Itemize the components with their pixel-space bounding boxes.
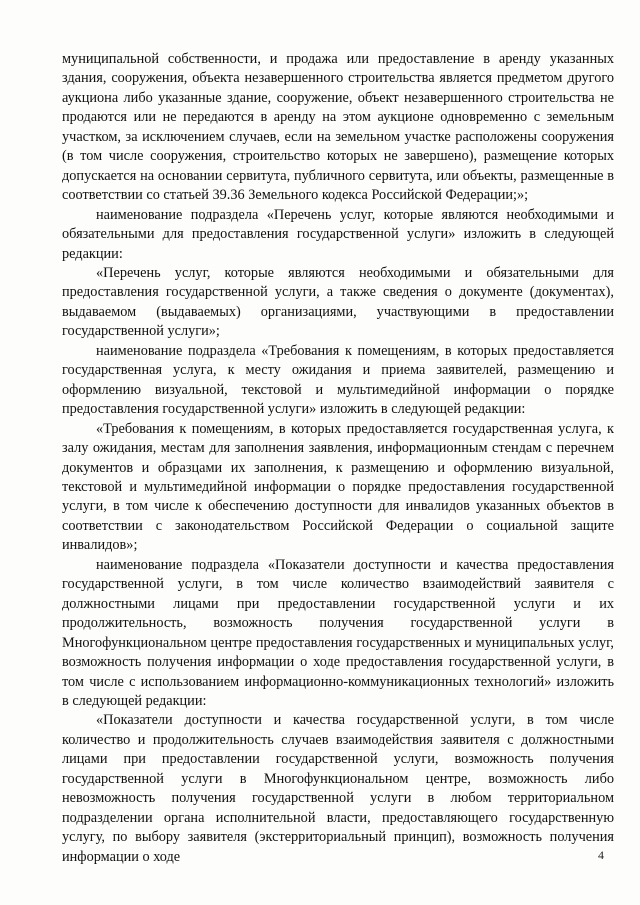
- paragraph-premises-heading: наименование подраздела «Требования к помещениям, в которых предоставляется государственная услуга, к месту ожидания и приема заявителей, размещению и оформлению визуальной, текстовой и мультимедийной информации о порядке предоставления государственной услуги» изложить в следующей редакции:: [62, 342, 614, 418]
- paragraph-premises-new: «Требования к помещениям, в которых предоставляется государственная услуга, к залу ожидания, местам для заполнения заявления, информационным стендам с перечнем документов и образцами их заполнения, к размещению и оформлению визуальной, текстовой и мультимедийной информации о порядке предоставления государственной услуги, в том числе к обеспечению доступности для инвалидов указанных объектов в соответствии с законодательством Российской Федерации о социальной защите инвалидов»;: [62, 420, 614, 554]
- paragraph-accessibility-new: «Показатели доступности и качества государственной услуги, в том числе количество и продолжительность случаев взаимодействия заявителя с должностными лицами при предоставлении государственной услуги, возможность получения государственной услуги в Многофункциональном центре, возможность либо невозможность получения государственной услуги в любом территориальном подразделении органа исполнительной власти, предоставляющего государственную услугу, по выбору заявителя (экстерриториальный принцип), возможность получения информации о ходе: [62, 712, 614, 865]
- paragraph-accessibility-heading: наименование подраздела «Показатели доступности и качества предоставления государственной услуги, в том числе количество взаимодействий заявителя с должностными лицами при предоставлении государственной услуги и их продолжительность, возможность получения государственной услуги в Многофункциональном центре предоставления государственных и муниципальных услуг, возможность получения информации о ходе предоставления государственной услуги, в том числе с использованием информационно-коммуникационных технологий» изложить в следующей редакции:: [62, 556, 614, 709]
- page-number: 4: [598, 848, 604, 862]
- document-body: [62, 50, 614, 867]
- paragraph-services-list-heading: наименование подраздела «Перечень услуг, которые являются необходимыми и обязательными для предоставления государственной услуги» изложить в следующей редакции:: [62, 206, 614, 262]
- paragraph-continuation: муниципальной собственности, и продажа или предоставление в аренду указанных здания, сооружения, объекта незавершенного строительства является предметом другого аукциона либо указанные здание, сооружение, объект незавершенного строительства не продаются или не передаются в аренду на этом аукционе одновременно с земельным участком, за исключением случаев, если на земельном участке расположены сооружения (в том числе сооружения, строительство которых не завершено), размещение которых допускается на основании сервитута, публичного сервитута, или объекты, размещенные в соответствии со статьей 39.36 Земельного кодекса Российской Федерации;»;: [62, 51, 614, 204]
- paragraph-services-list-new: «Перечень услуг, которые являются необходимыми и обязательными для предоставления государственной услуги, а также сведения о документе (документах), выдаваемом (выдаваемых) организациями, участвующими в предоставлении государственной услуги»;: [62, 264, 614, 340]
